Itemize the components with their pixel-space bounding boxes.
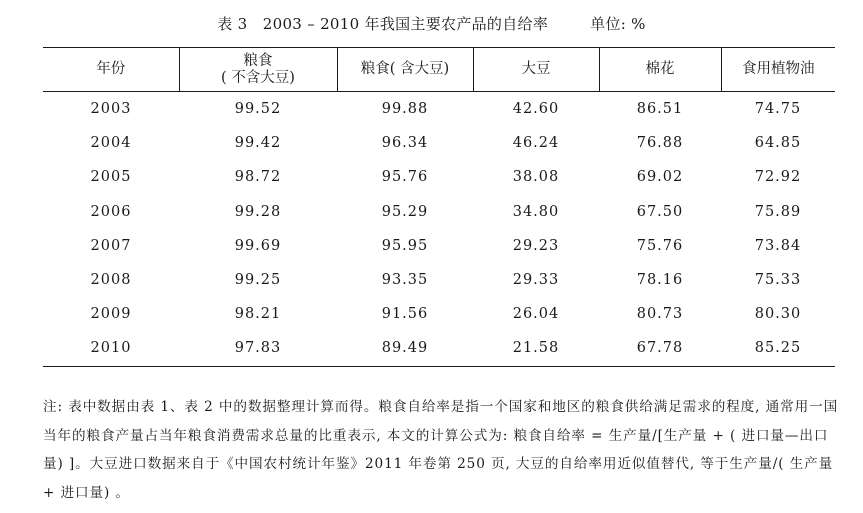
cell-cotton: 75.76: [636, 237, 684, 254]
cell-grain-incl-soybean: 95.95: [381, 237, 429, 254]
table-header: [43, 48, 835, 92]
cell-grain-incl-soybean: 91.56: [381, 306, 429, 323]
table-title: 表 3 2003 – 2010 年我国主要农产品的自给率: [217, 15, 549, 33]
cell-grain-incl-soybean: 89.49: [337, 331, 473, 366]
cell-year: 2007: [90, 237, 132, 254]
cell-soybean: 34.80: [512, 203, 560, 220]
header-grain-excl-line1: 粮食: [243, 52, 273, 69]
cell-year: 2004: [90, 135, 132, 152]
cell-cotton: 76.88: [636, 135, 684, 152]
cell-cotton: 67.78: [599, 331, 721, 366]
cell-soybean: 42.60: [512, 101, 560, 118]
cell-grain-excl-soybean: 99.42: [234, 135, 282, 152]
cell-grain-incl-soybean: 93.35: [381, 272, 429, 289]
table-note: 注: 表中数据由表 1、表 2 中的数据整理计算而得。粮食自给率是指一个国家和地区的粮食供给满足需求的程度, 通常用一国当年的粮食产量占当年粮食消费需求总量的比重表示, 本文的计算公式为: 粮食自给率 = 生产量/[生产量 + ( 进口量—出口量) ]。大豆进口数据来自于《中国农村统计年鉴》2011 年卷第 250 页, 大豆的自给率用近似值替代, 等于生产量/( 生产量 + 进口量) 。: [43, 399, 839, 501]
header-year: 年份: [43, 48, 179, 92]
cell-edible-oil: 85.25: [721, 331, 835, 366]
cell-edible-oil: 64.85: [754, 135, 802, 152]
cell-year: 2010: [43, 331, 179, 366]
cell-cotton: 80.73: [636, 306, 684, 323]
cell-soybean: 26.04: [512, 306, 560, 323]
cell-soybean: 46.24: [512, 135, 560, 152]
cell-cotton: 69.02: [636, 169, 684, 186]
cell-grain-incl-soybean: 95.76: [381, 169, 429, 186]
cell-grain-excl-soybean: 99.52: [234, 101, 282, 118]
table-row: [43, 229, 835, 263]
cell-grain-excl-soybean: 98.72: [234, 169, 282, 186]
cell-edible-oil: 75.33: [754, 272, 802, 289]
cell-grain-excl-soybean: 99.25: [234, 272, 282, 289]
cell-grain-incl-soybean: 95.29: [381, 203, 429, 220]
cell-soybean: 21.58: [473, 331, 599, 366]
table-body: [43, 92, 835, 367]
header-row: [43, 48, 835, 92]
self-sufficiency-table: [43, 47, 835, 367]
cell-year: 2009: [90, 306, 132, 323]
cell-year: 2006: [90, 203, 132, 220]
cell-soybean: 29.23: [512, 237, 560, 254]
header-grain-excl-soybean: [179, 48, 337, 92]
cell-edible-oil: 73.84: [754, 237, 802, 254]
cell-cotton: 67.50: [636, 203, 684, 220]
cell-grain-excl-soybean: 99.28: [234, 203, 282, 220]
table-row: [43, 331, 835, 366]
table-row: [43, 92, 835, 127]
unit-label: 单位: %: [590, 15, 646, 33]
cell-edible-oil: 74.75: [754, 101, 802, 118]
header-grain-incl-soybean: 粮食( 含大豆): [337, 48, 473, 92]
cell-edible-oil: 75.89: [754, 203, 802, 220]
header-cotton: 棉花: [599, 48, 721, 92]
table-row: [43, 263, 835, 297]
cell-grain-excl-soybean: 98.21: [234, 306, 282, 323]
cell-grain-incl-soybean: 99.88: [381, 101, 429, 118]
cell-cotton: 78.16: [636, 272, 684, 289]
cell-year: 2003: [90, 101, 132, 118]
table-row: [43, 195, 835, 229]
table-row: [43, 126, 835, 160]
table-row: [43, 297, 835, 331]
cell-soybean: 38.08: [512, 169, 560, 186]
header-grain-excl-line2: ( 不含大豆): [221, 69, 295, 86]
cell-cotton: 86.51: [636, 101, 684, 118]
cell-year: 2005: [90, 169, 132, 186]
header-edible-oil: 食用植物油: [721, 48, 835, 92]
table-row: [43, 160, 835, 194]
cell-soybean: 29.33: [512, 272, 560, 289]
cell-grain-excl-soybean: 97.83: [179, 331, 337, 366]
cell-year: 2008: [90, 272, 132, 289]
header-soybean: 大豆: [473, 48, 599, 92]
cell-edible-oil: 80.30: [754, 306, 802, 323]
cell-grain-excl-soybean: 99.69: [234, 237, 282, 254]
table-caption: [0, 13, 863, 34]
cell-grain-incl-soybean: 96.34: [381, 135, 429, 152]
cell-edible-oil: 72.92: [754, 169, 802, 186]
